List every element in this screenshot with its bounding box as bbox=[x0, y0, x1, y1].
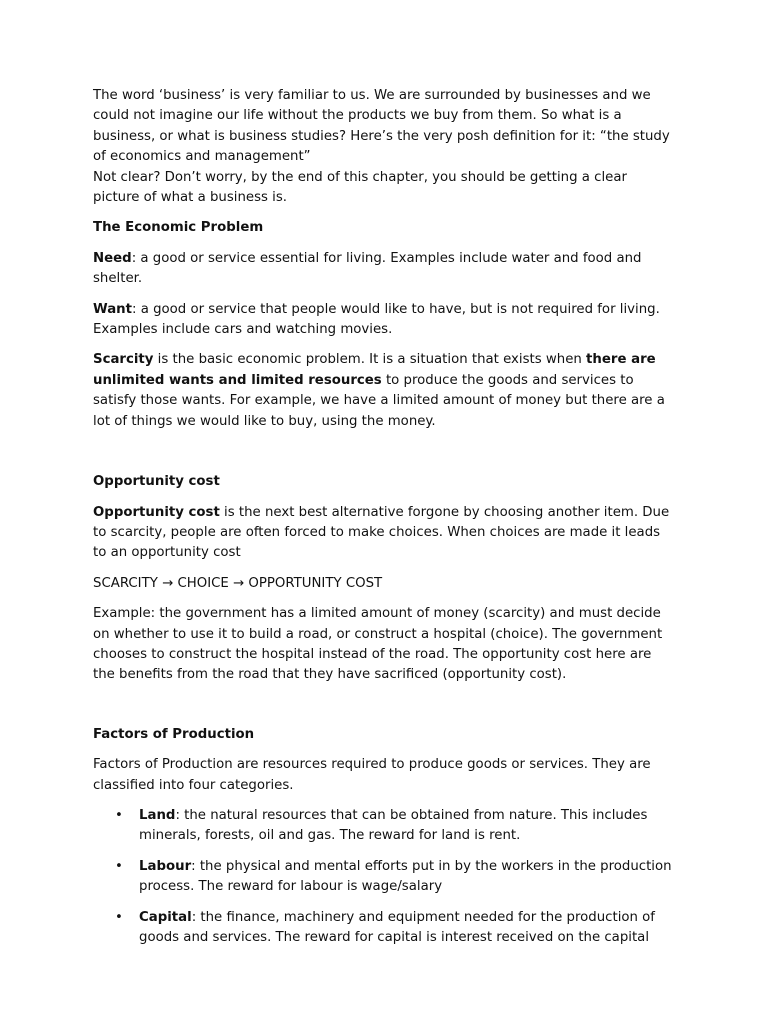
opportunity-cost-heading: Opportunity cost bbox=[93, 474, 220, 490]
factor-term: Labour bbox=[139, 858, 192, 874]
need-term: Need bbox=[93, 250, 132, 266]
list-item bbox=[93, 806, 676, 847]
opportunity-cost-text: is the next best alternative forgone by choosing another item. Due to scarcity, people are often forced to make choices. When choices are made it leads to an opportunity cost bbox=[93, 504, 670, 561]
factor-text: : the physical and mental efforts put in by the workers in the production process. The reward for labour is wage/salary bbox=[139, 858, 672, 895]
list-item bbox=[93, 908, 676, 949]
opportunity-cost-example: Example: the government has a limited amount of money (scarcity) and must decide on whether to use it to build a road, or construct a hospital (choice). The government chooses to construct the hospital instead of the road. The opportunity cost here are the benefits from the road that they have sacrificed (opportunity cost). bbox=[93, 606, 663, 683]
bullet-icon: • bbox=[115, 858, 123, 874]
factor-term: Land bbox=[139, 807, 176, 823]
want-term: Want bbox=[93, 301, 132, 317]
factor-text: : the natural resources that can be obtained from nature. This includes minerals, forests, oil and gas. The reward for land is rent. bbox=[139, 807, 648, 844]
factors-list bbox=[93, 806, 676, 948]
want-definition bbox=[93, 300, 676, 341]
section-spacer bbox=[93, 432, 676, 472]
intro-followup-paragraph: Not clear? Don’t worry, by the end of this chapter, you should be getting a clear picture of what a business is. bbox=[93, 169, 627, 206]
bullet-icon: • bbox=[115, 807, 123, 823]
factors-heading: Factors of Production bbox=[93, 726, 255, 742]
scarcity-term: Scarcity bbox=[93, 352, 154, 368]
factor-text: : the finance, machinery and equipment needed for the production of goods and services. The reward for capital is interest received on the capital bbox=[139, 909, 655, 945]
opportunity-cost-term: Opportunity cost bbox=[93, 504, 220, 520]
need-definition bbox=[93, 249, 676, 290]
scarcity-emphasis: there are unlimited wants and limited resources bbox=[93, 352, 656, 388]
scarcity-text-start: is the basic economic problem. It is a situation that exists when bbox=[153, 352, 587, 368]
section-spacer bbox=[93, 686, 676, 725]
opportunity-cost-definition bbox=[93, 503, 676, 564]
need-text: : a good or service essential for living. Examples include water and food and shelter. bbox=[93, 250, 642, 287]
bullet-icon: • bbox=[115, 909, 123, 925]
intro-paragraph: The word ‘business’ is very familiar to us. We are surrounded by businesses and we could not imagine our life without the products we buy from them. So what is a business, or what is business studies? Here’s the very posh definition for it: “the study of economics and management” bbox=[93, 88, 670, 165]
list-item bbox=[93, 857, 676, 898]
scarcity-text-end: to produce the goods and services to satisfy those wants. For example, we have a limited amount of money but there are a lot of things we would like to buy, using the money. bbox=[93, 372, 665, 429]
factor-term: Capital bbox=[139, 909, 192, 925]
scarcity-flow: SCARCITY → CHOICE → OPPORTUNITY COST bbox=[93, 575, 383, 591]
economic-problem-heading: The Economic Problem bbox=[93, 220, 264, 236]
want-text: : a good or service that people would like to have, but is not required for living. Examples include cars and watching movies. bbox=[93, 301, 660, 338]
factors-intro: Factors of Production are resources required to produce goods or services. They are classified into four categories. bbox=[93, 757, 651, 793]
scarcity-definition bbox=[93, 350, 676, 432]
